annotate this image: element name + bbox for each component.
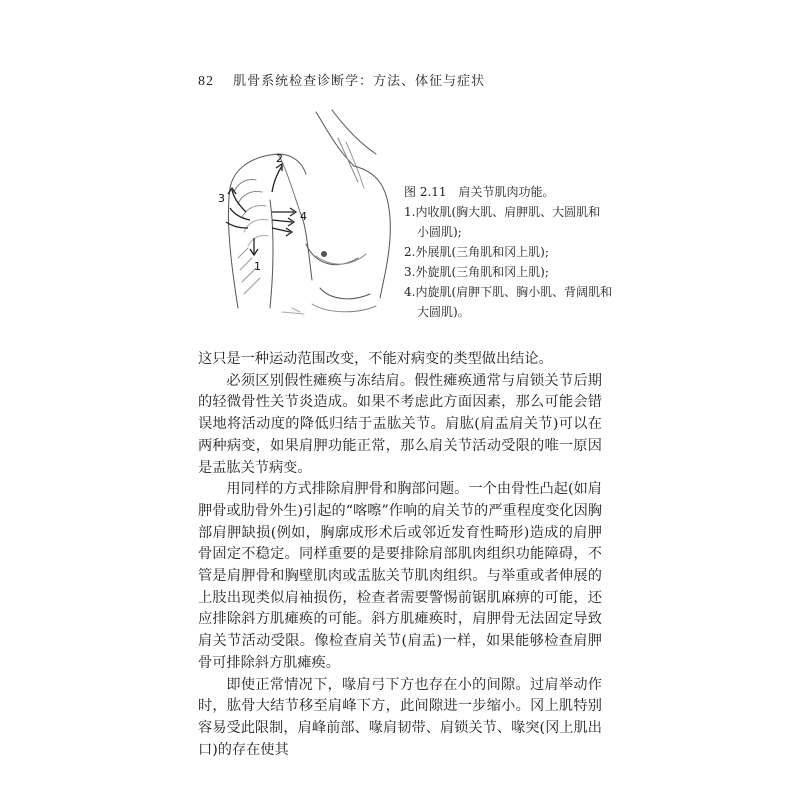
figure-caption [404,182,614,322]
shoulder-muscle-illustration [208,108,404,320]
caption-line: 4.内旋肌(肩胛下肌、胸小肌、背阔肌和 [404,285,613,299]
paragraph: 这只是一种运动范围改变，不能对病变的类型做出结论。 [198,351,553,367]
body-text [198,349,602,761]
paragraph: 必须区别假性瘫痪与冻结肩。假性瘫痪通常与肩锁关节后期的轻微骨性关节炎造成。如果不考虑此方面因素，那么可能会错误地将活动度的降低归结于盂肱关节。肩肱(肩盂肩关节)可以在两种病变，如果肩胛功能正常，那么肩关节活动受限的唯一原因是盂肱关节病变。 [198,372,602,476]
paragraph: 即使正常情况下，喙肩弓下方也存在小的间隙。过肩举动作时，肱骨大结节移至肩峰下方，此间隙进一步缩小。冈上肌特别容易受此限制，肩峰前部、喙肩韧带、肩锁关节、喙突(冈上肌出口)的存在使其 [198,676,602,758]
caption-line: 3.外旋肌(三角肌和冈上肌); [404,265,549,279]
arrow-label-3: 3 [218,192,225,205]
arrow-label-4: 4 [300,210,307,223]
caption-line: 大圆肌)。 [417,305,470,319]
caption-line: 小圆肌); [417,225,462,239]
caption-title: 图 2.11 肩关节肌肉功能。 [404,185,555,199]
caption-line: 1.内收肌(胸大肌、肩胛肌、大圆肌和 [404,205,601,219]
running-title: 肌骨系统检查诊断学：方法、体征与症状 [233,74,486,89]
paragraph: 用同样的方式排除肩胛骨和胸部问题。一个由骨性凸起(如肩胛骨或肋骨外生)引起的“喀嚓”作响的肩关节的严重程度变化因胸部肩胛缺损(例如，胸廓成形术后或邻近发育性畸形)造成的肩胛骨固定不稳定。同样重要的是要排除肩部肌肉组织功能障碍，不管是肩胛骨和胸壁肌肉或盂肱关节肌肉组织。与举重或者伸展的上肢出现类似肩袖损伤，检查者需要警惕前锯肌麻痹的可能，还应排除斜方肌瘫痪的可能。斜方肌瘫痪时，肩胛骨无法固定导致肩关节活动受限。像检查肩关节(肩盂)一样，如果能够检查肩胛骨可排除斜方肌瘫痪。 [198,481,602,671]
arrow-label-1: 1 [254,260,261,273]
shoulder-sketch [208,108,404,320]
caption-line: 2.外展肌(三角肌和冈上肌); [404,245,549,259]
arrow-label-2: 2 [276,152,283,165]
page-number: 82 [198,74,214,89]
running-header [198,70,485,90]
